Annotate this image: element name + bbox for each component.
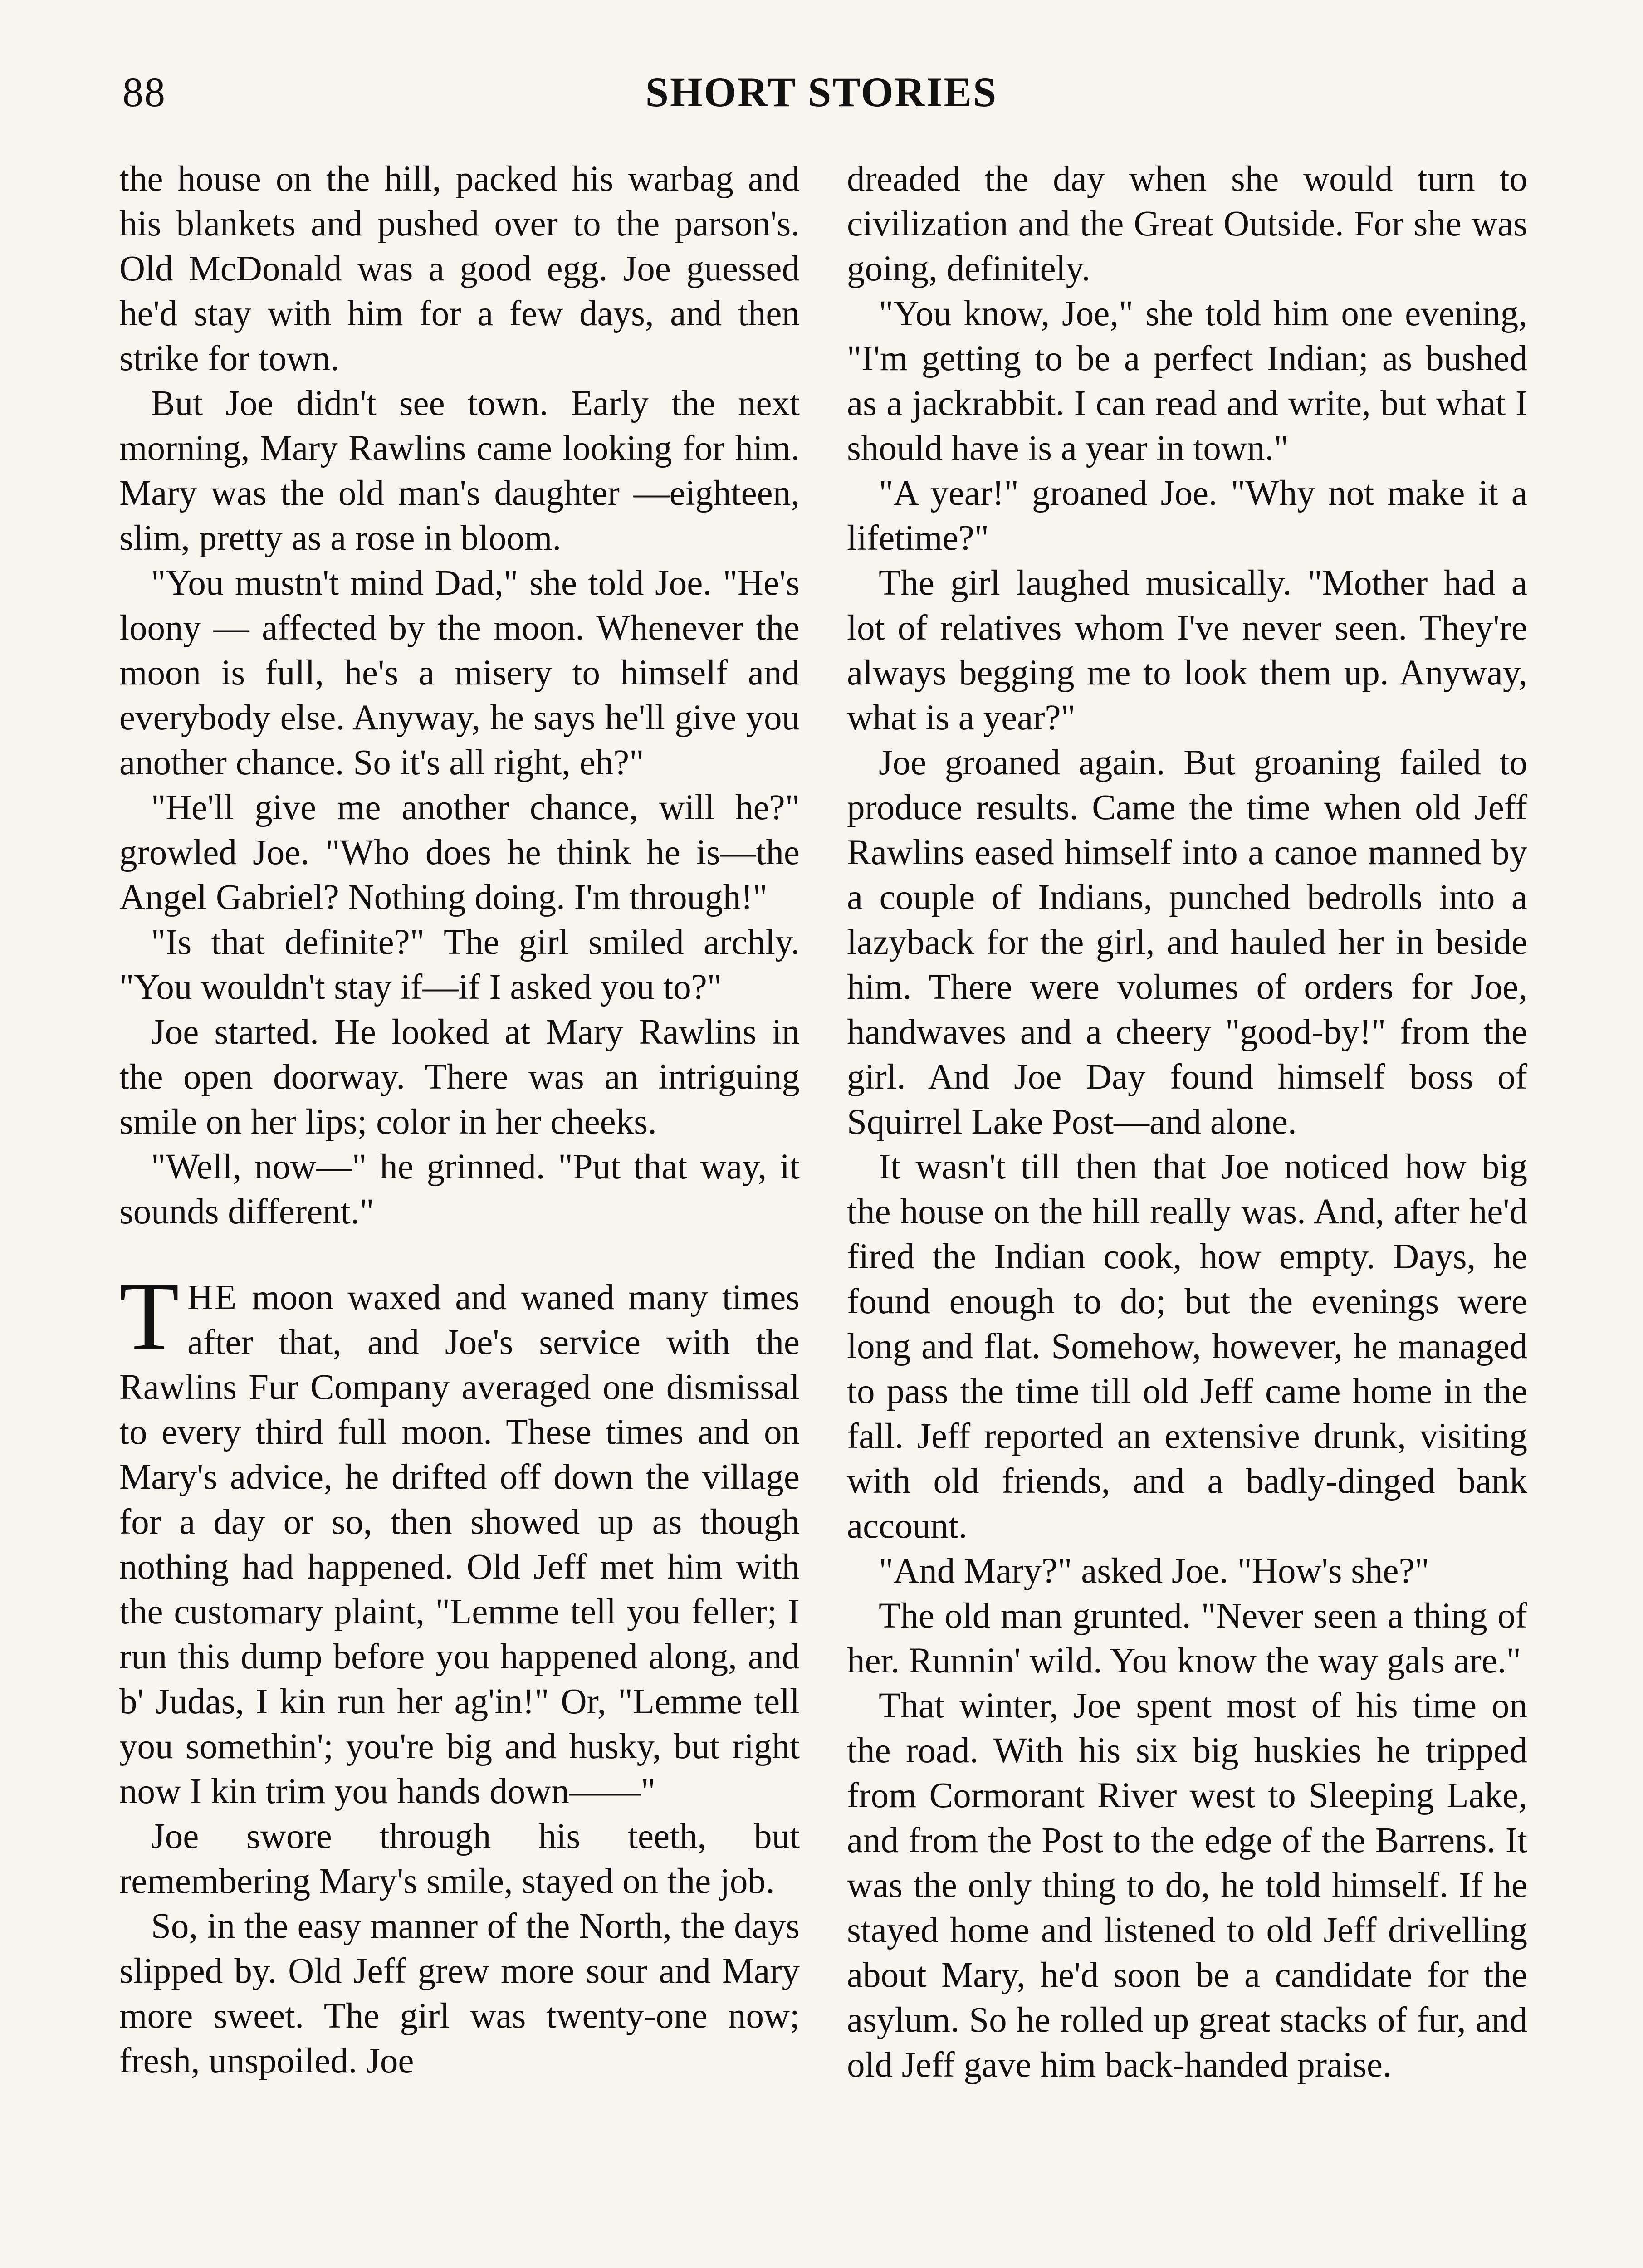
- paragraph: "You mustn't mind Dad," she told Joe. "He's loony — affected by the moon. Whenever the moon is full, he's a misery to himself and everybody else. Anyway, he says he'll give you another chance. So it's all right, eh?": [119, 563, 800, 782]
- paragraph: The girl laughed musically. "Mother had a lot of relatives whom I've never seen. They're always begging me to look them up. Anyway, what is a year?": [847, 563, 1527, 738]
- paragraph: It wasn't till then that Joe noticed how big the house on the hill really was. And, after he'd fired the Indian cook, how empty. Days, he found enough to do; but the evenings were long and flat. Somehow, however, he managed to pass the time till old Jeff came home in the fall. Jeff reported an extensive drunk, visiting with old friends, and a badly-dinged bank account.: [847, 1147, 1527, 1546]
- section-lead-word: HE: [187, 1278, 238, 1317]
- section-text: moon waxed and waned many times after that, and Joe's service with the Rawlins Fur Company averaged one dismissal to every third full moon. These times and on Mary's advice, he drifted off down the village for a day or so, then showed up as though nothing had happened. Old Jeff met him with the customary plaint, "Lemme tell you feller; I run this dump before you happened along, and b' Judas, I kin run her ag'in!" Or, "Lemme tell you somethin'; you're big and husky, but right now I kin trim you hands down——": [119, 1278, 800, 1811]
- page-number: 88: [122, 69, 166, 115]
- section-opening-paragraph: [119, 1262, 800, 1814]
- paragraph: The old man grunted. "Never seen a thing of her. Runnin' wild. You know the way gals are.": [847, 1596, 1527, 1681]
- paragraph: "He'll give me another chance, will he?" growled Joe. "Who does he think he is—the Angel Gabriel? Nothing doing. I'm through!": [119, 788, 800, 917]
- paragraph: "And Mary?" asked Joe. "How's she?": [879, 1551, 1429, 1591]
- paragraph: "A year!" groaned Joe. "Why not make it a lifetime?": [847, 474, 1527, 558]
- paragraph: That winter, Joe spent most of his time on the road. With his six big huskies he tripped from Cormorant River west to Sleeping Lake, and from the Post to the edge of the Barrens. It was the only thing to do, he told himself. If he stayed home and listened to old Jeff drivelling about Mary, he'd soon be a candidate for the asylum. So he rolled up great stacks of fur, and old Jeff gave him back-handed praise.: [847, 1686, 1527, 2085]
- paragraph: Joe swore through his teeth, but remembering Mary's smile, stayed on the job.: [119, 1817, 800, 1901]
- page-header: [0, 68, 1643, 122]
- right-column: [847, 156, 1527, 2087]
- paragraph: dreaded the day when she would turn to civilization and the Great Outside. For she was going, definitely.: [847, 159, 1527, 288]
- paragraph: "Well, now—" he grinned. "Put that way, it sounds different.": [119, 1147, 800, 1232]
- running-head: SHORT STORIES: [645, 69, 998, 115]
- paragraph: Joe started. He looked at Mary Rawlins in the open doorway. There was an intriguing smile on her lips; color in her cheeks.: [119, 1012, 800, 1142]
- paragraph: Joe groaned again. But groaning failed to produce results. Came the time when old Jeff Rawlins eased himself into a canoe manned by a couple of Indians, punched bedrolls into a lazyback for the girl, and hauled her in beside him. There were volumes of orders for Joe, handwaves and a cheery "good-by!" from the girl. And Joe Day found himself boss of Squirrel Lake Post—and alone.: [847, 743, 1527, 1142]
- paragraph: But Joe didn't see town. Early the next morning, Mary Rawlins came looking for him. Mary was the old man's daughter —eighteen, slim, pretty as a rose in bloom.: [119, 384, 800, 558]
- paragraph: "You know, Joe," she told him one evening, "I'm getting to be a perfect Indian; as bushed as a jackrabbit. I can read and write, but what I should have is a year in town.": [847, 294, 1527, 468]
- paragraph: So, in the easy manner of the North, the days slipped by. Old Jeff grew more sour and Mary more sweet. The girl was twenty-one now; fresh, unspoiled. Joe: [119, 1906, 800, 2081]
- drop-cap: T: [119, 1262, 179, 1370]
- paragraph: the house on the hill, packed his warbag and his blankets and pushed over to the parson's. Old McDonald was a good egg. Joe guessed he'd stay with him for a few days, and then strike for town.: [119, 159, 800, 378]
- paragraph: "Is that definite?" The girl smiled archly. "You wouldn't stay if—if I asked you to?": [119, 923, 800, 1007]
- left-column: [119, 156, 800, 2083]
